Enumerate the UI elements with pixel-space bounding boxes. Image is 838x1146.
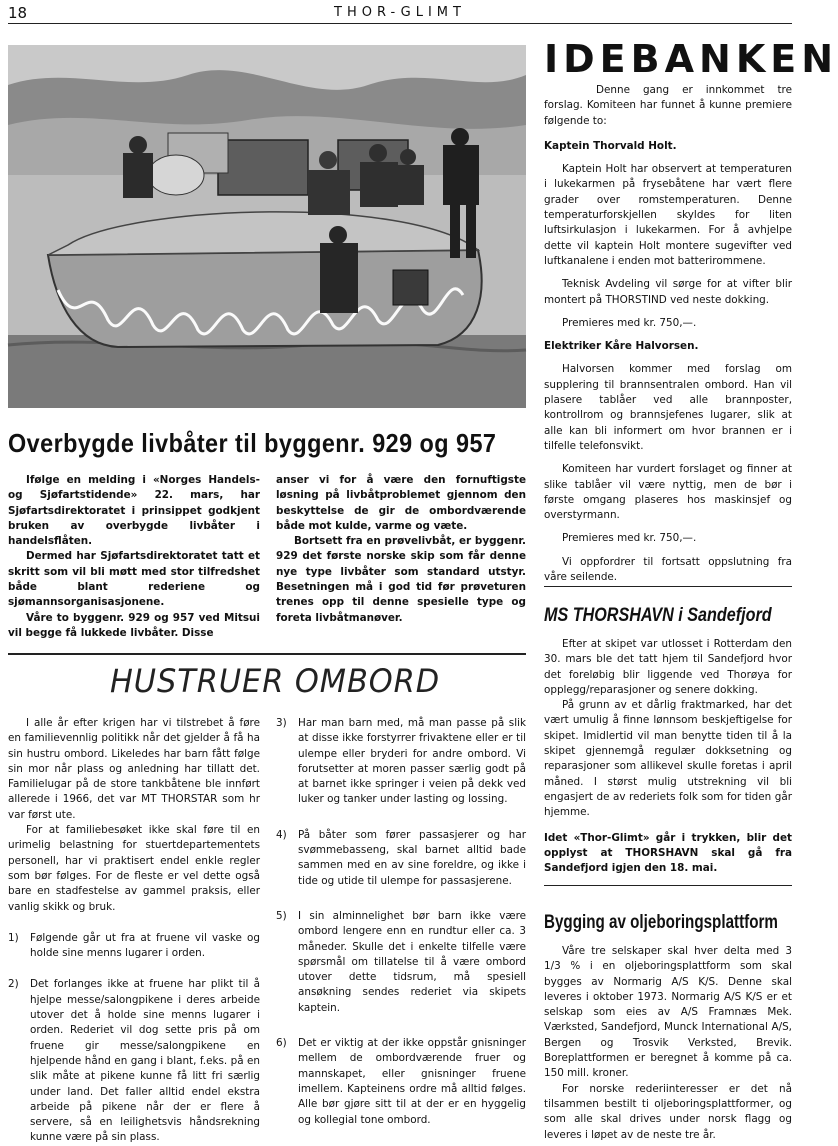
list-item xyxy=(276,716,526,808)
list-item-text: I sin alminnelighet bør barn ikke være ombord lengere enn en rundtur eller ca. 3 måneder. Skulle det i enkelte tilfelle være spørsmål om tillatelse til å være ombord utover dette tidsrum, må spesiell ansøkning sendes rederiet via skipets kaptein. xyxy=(298,909,526,1014)
oil-column xyxy=(544,944,792,1143)
proposal-2-name: Elektriker Kåre Halvorsen. xyxy=(544,340,699,353)
divider-thorshavn xyxy=(544,586,792,587)
list-item-text: Følgende går ut fra at fruene vil vaske og holde sine menns lugarer i orden. xyxy=(30,931,260,960)
oil-paragraph-1: Våre tre selskaper skal hver delta med 3 1/3 % i en oljeboringsplattform som skal bygges av Normarig A/S K/S. Denne skal leveres i oktober 1973. Normarig A/S K/S er et selskap som eies av A/S Framnæs Mek. Værksted, Sandefjord, Munck International A/S, Bergen og Trosvik Verksted, Brevik. Boreplattformen er beregnet å komme på ca. 150 mill. kroner. xyxy=(544,945,792,1080)
list-item-number: 2) xyxy=(8,978,19,991)
proposal-1-name: Kaptein Thorvald Holt. xyxy=(544,139,677,152)
hustruer-intro: I alle år efter krigen har vi tilstrebet å føre en familievennlig politikk når det gjelder å få ha sin hustru ombord. Likeledes har barn fått følge sin mor når plass og anledning har tillatt det. Familielugar på de store tankbåtene ble innført allerede i 1966, det var MT THORSTAR som hr var først ute. xyxy=(8,717,260,821)
lifeboat-headline: Overbygde livbåter til byggenr. 929 og 957 xyxy=(8,428,497,458)
idebanken-intro: Denne gang er innkommet tre forslag. Komiteen har funnet å kunne premiere følgende to: xyxy=(544,84,792,127)
thorshavn-column xyxy=(544,637,792,876)
lifeboat-column-2 xyxy=(276,473,526,626)
page-number: 18 xyxy=(8,4,28,22)
idebanken-title: IDEBANKEN xyxy=(544,37,838,81)
list-item-number: 1) xyxy=(8,931,19,944)
list-item-text: På båter som fører passasjerer og har svømmebasseng, skal barnet alltid bade sammen med en av sine foreldre, og ikke i tide og utide til ulempe for passasjerene. xyxy=(298,828,526,887)
header-rule xyxy=(8,23,792,24)
list-item-number: 6) xyxy=(276,1037,287,1050)
list-item-number: 4) xyxy=(276,828,287,841)
proposal-2-body: Halvorsen kommer med forslag om supplering til brannsentralen ombord. Han vil plasere tablåer ved alle brannposter, kontrollrom og brannsjefenes lugarer, slik at alle kan bli informert om hvor brannen er i tilfelle telefonsvikt. xyxy=(544,363,792,452)
thorshavn-note: Idet «Thor-Glimt» går i trykken, blir det opplyst at THORSHAVN skal gå fra Sandefjord igjen den 18. mai. xyxy=(544,831,792,875)
proposal-1-followup: Teknisk Avdeling vil sørge for at vifter blir montert på THORSTIND ved neste dokking. xyxy=(544,278,792,306)
lifeboat-column-1 xyxy=(8,473,260,641)
proposal-2-prize: Premieres med kr. 750,—. xyxy=(562,532,697,545)
list-item xyxy=(276,828,526,889)
idebanken-column xyxy=(544,83,792,585)
divider-oil xyxy=(544,885,792,886)
lifeboat-paragraph-5: Bortsett fra en prøvelivbåt, er byggenr. 929 det første norske skip som får denne nye type livbåter som standard utstyr. Besetningen må i god tid før prøveturen trenes opp til denne spesielle type og foreta livbåtmanøver. xyxy=(276,535,526,624)
hustruer-intro-2: For at familiebesøket ikke skal føre til en urimelig belastning for stuertdepartementets personell, har vi praktisert endel enkle regler som bør følges. For de fleste er vel dette også bare en stadfestelse av gammel praksis, eller vanlig skikk og bruk. xyxy=(8,824,260,913)
list-item-text: Har man barn med, må man passe på slik at disse ikke forstyrrer frivaktene eller er til ulempe eller bryderi for andre ombord. Vi forutsetter at moren passer særlig godt på at barnet ikke springer i veien på dekk ved luker og tanker under lasting og lossing. xyxy=(298,717,526,806)
hustruer-column-1 xyxy=(8,716,260,1146)
lifeboat-paragraph-1: Ifølge en melding i «Norges Handels- og Sjøfartstidende» 22. mars, har Sjøfartsdirektoratet i prinsippet godkjent bruken av overbygde livbåter i handelsflåten. xyxy=(8,474,260,548)
list-item-number: 3) xyxy=(276,717,287,729)
list-item xyxy=(276,1036,526,1128)
thorshavn-paragraph-2: På grunn av et dårlig fraktmarked, har det vært umulig å finne lønnsom beskjeftigelse for skipet. Imidlertid vil man benytte tiden til å la skipet gjennemgå regulær dokksetning og reparasjoner som allikevel skulle foretas i april måned. I størst mulig utstrekning vil bli engasjert de av rederiets folk som for tiden går hjemme. xyxy=(544,699,792,819)
oil-paragraph-2: For norske rederiinteresser er det nå tilsammen bestilt ti oljeboringsplattformer, og som alle skal drives under norsk flagg og leveres i løpet av de neste tre år. xyxy=(544,1082,792,1141)
list-item-number: 5) xyxy=(276,909,287,922)
list-item xyxy=(8,977,260,1145)
oil-title: Bygging av oljeboringsplattform xyxy=(544,912,778,933)
hustruer-column-2 xyxy=(276,716,526,1128)
proposal-1-body: Kaptein Holt har observert at temperaturen i lukekarmen på frysebåtene har vært flere grader over romstemperaturen. Denne temperaturforskjellen skyldes for liten luftsirkulasjon i lukekarmen. For å avhjelpe dette vil kaptein Holt montere sugevifter ved luftkanalene i enden mot batterirommene. xyxy=(544,163,792,267)
lifeboat-photo-image xyxy=(8,45,526,408)
hustruer-title: HUSTRUER OMBORD xyxy=(110,662,441,700)
lifeboat-paragraph-3: Våre to byggenr. 929 og 957 ved Mitsui vil begge få lukkede livbåter. Disse xyxy=(8,611,260,639)
thorshavn-title: MS THORSHAVN i Sandefjord xyxy=(544,605,772,626)
list-item-text: Det er viktig at der ikke oppstår gnisninger mellem de ombordværende fruer og mannskapet, eller gnisninger fruene imellem. Kapteinens ordre må alltid følges. Alle bør gjøre sitt til at der er en hyggelig og kollegial tone ombord. xyxy=(298,1037,526,1126)
proposal-2-followup: Komiteen har vurdert forslaget og finner at slike tablåer vil være nyttig, men de bør i første omgang plaseres hos maskinsjef og overstyrmann. xyxy=(544,463,792,522)
idebanken-outro: Vi oppfordrer til fortsatt oppslutning fra våre seilende. xyxy=(544,555,792,584)
thorshavn-paragraph-1: Efter at skipet var utlosset i Rotterdam den 30. mars ble det tatt hjem til Sandefjord hvor det foreløbig blir liggende ved Thorøya for opplegg/reparasjoner og senere dokking. xyxy=(544,638,792,696)
lifeboat-paragraph-4: anser vi for å være den fornuftigste løsning på livbåtproblemet gjennom den beskyttelse de gir de ombordværende både mot kulde, varme og væte. xyxy=(276,474,526,532)
lifeboat-photo xyxy=(8,45,526,408)
list-item xyxy=(276,909,526,1016)
lifeboat-paragraph-2: Dermed har Sjøfartsdirektoratet tatt et skritt som vil bli møtt med stor tilfredshet både blant rederiene og sjømannsorganisasjonene. xyxy=(8,550,260,609)
proposal-1-prize: Premieres med kr. 750,—. xyxy=(562,316,697,329)
list-item-text: Det forlanges ikke at fruene har plikt til å hjelpe messe/salongpikene i deres arbeide utover det å holde sine menns lugarer i orden. Rederiet vil dog sette pris på om fruene gir messe/salongpikene en hjelpende hånd en gang i blant, f.eks. på en slik måte at pikene kunne få litt fri særlig under land. Det faller alltid endel ekstra arbeide på pikene når der er flere å servere, så en leilighetsvis håndsrekning kunne være på sin plass. xyxy=(30,978,260,1144)
divider-hustruer xyxy=(8,653,526,655)
magazine-title: THOR-GLIMT xyxy=(334,5,466,20)
list-item xyxy=(8,931,260,962)
